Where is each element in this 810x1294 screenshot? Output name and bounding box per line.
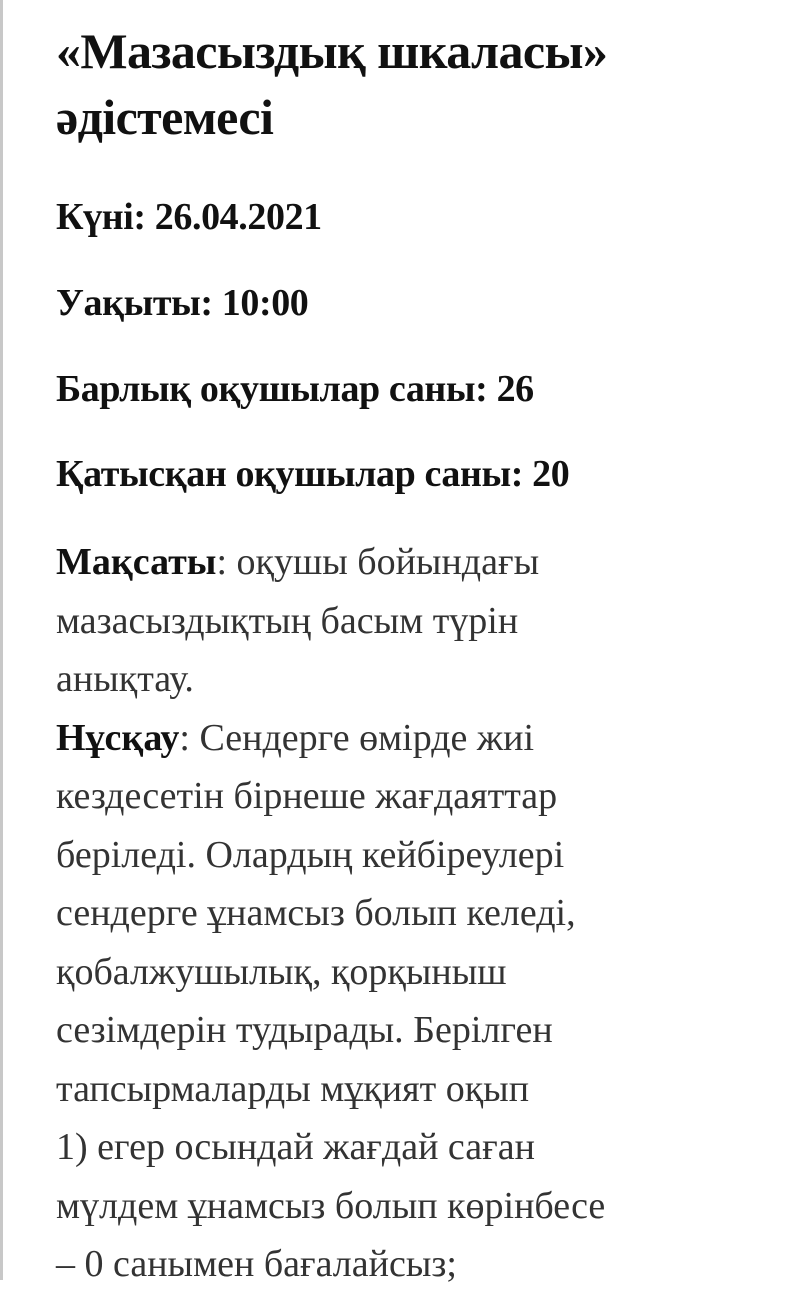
instruction-text-6: сезімдерін тудырады. Берілген <box>56 1009 553 1051</box>
goal-text-2: мазасыздықтың басым түрін <box>56 599 519 642</box>
instruction-text-9: мүлдем ұнамсыз болып көрінбесе <box>56 1184 606 1227</box>
time-value: 10:00 <box>221 282 309 324</box>
date-value: 26.04.2021 <box>154 196 322 238</box>
goal-line-1 <box>56 533 796 592</box>
document-title <box>56 18 796 150</box>
total-students-value: 26 <box>496 368 534 410</box>
page-edge-divider <box>0 0 3 1280</box>
instruction-text-1: : Сендерге өмірде жиі <box>179 716 535 759</box>
date-label: Күні: <box>56 196 146 238</box>
goal-label: Мақсаты <box>56 541 217 583</box>
instruction-text-7: тапсырмаларды мұқият оқып <box>56 1067 530 1110</box>
time-field <box>56 280 308 326</box>
instruction-text-8: 1) егер осындай жағдай саған <box>56 1126 535 1168</box>
instruction-text-4: сендерге ұнамсыз болып келеді, <box>56 892 576 934</box>
goal-text-1: : оқушы бойындағы <box>216 541 540 583</box>
instruction-text-3: беріледі. Олардың кейбіреулері <box>56 833 565 876</box>
time-label: Уақыты: <box>56 282 213 324</box>
document-body <box>56 0 796 1285</box>
total-students-field <box>56 366 534 412</box>
title-line-1: «Мазасыздық шкаласы» <box>56 23 608 79</box>
total-students-label: Барлық оқушылар саны: <box>56 368 488 410</box>
title-line-2: әдістемесі <box>56 89 274 145</box>
present-students-value: 20 <box>532 453 570 495</box>
instruction-line-1 <box>56 709 796 768</box>
instruction-text-10: – 0 санымен бағалайсыз; <box>56 1243 457 1285</box>
date-field <box>56 194 322 240</box>
present-students-label: Қатысқан оқушылар саны: <box>56 453 524 495</box>
document-text <box>56 533 796 1294</box>
instruction-text-2: кездесетін бірнеше жағдаяттар <box>56 775 558 817</box>
present-students-field <box>56 451 569 497</box>
goal-text-3: анықтау. <box>56 658 194 700</box>
instruction-label: Нұсқау <box>56 716 180 759</box>
instruction-text-5: қобалжушылық, қорқыныш <box>56 950 507 993</box>
